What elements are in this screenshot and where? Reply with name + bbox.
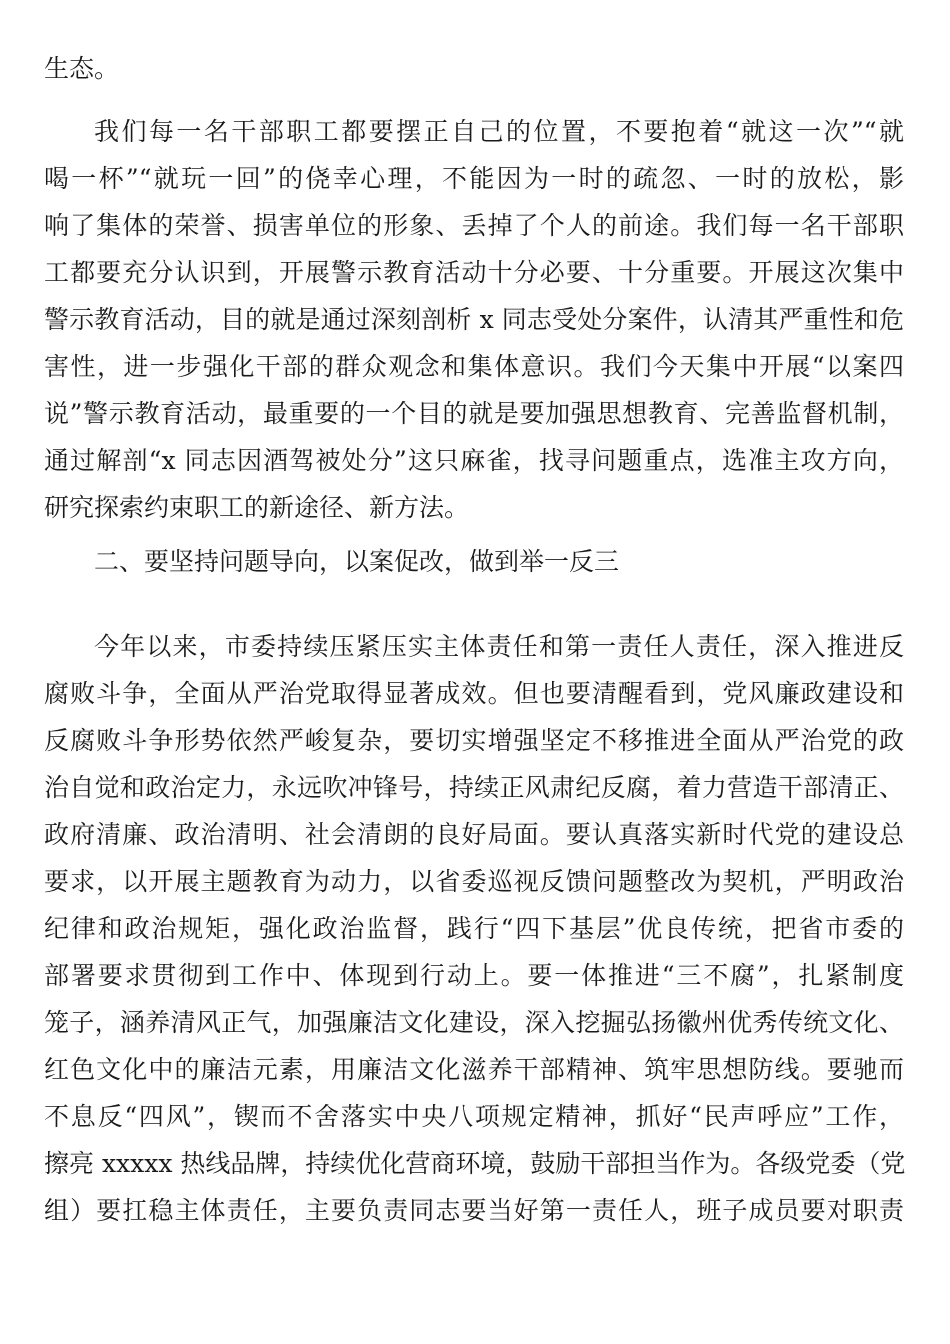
text-line: 喝一杯”“就玩一回”的侥幸心理，不能因为一时的疏忽、一时的放松，影 (44, 164, 904, 193)
text-line: 不息反“四风”，锲而不舍落实中央八项规定精神，抓好“民声呼应”工作， (44, 1102, 904, 1131)
text-line: 通过解剖“x 同志因酒驾被处分”这只麻雀，找寻问题重点，选准主攻方向， (44, 446, 904, 475)
text-line: 政府清廉、政治清明、社会清朗的良好局面。要认真落实新时代党的建设总 (44, 820, 904, 849)
section-heading: 二、要坚持问题导向，以案促改，做到举一反三 (94, 547, 620, 576)
text-line: 反腐败斗争形势依然严峻复杂，要切实增强坚定不移推进全面从严治党的政 (44, 726, 904, 755)
text-line: 腐败斗争，全面从严治党取得显著成效。但也要清醒看到，党风廉政建设和 (44, 679, 904, 708)
text-line: 响了集体的荣誉、损害单位的形象、丢掉了个人的前途。我们每一名干部职 (44, 211, 904, 240)
text-line: 我们每一名干部职工都要摆正自己的位置，不要抱着“就这一次”“就 (94, 117, 904, 146)
text-line: 要求，以开展主题教育为动力，以省委巡视反馈问题整改为契机，严明政治 (44, 867, 904, 896)
text-line: 纪律和政治规矩，强化政治监督，践行“四下基层”优良传统，把省市委的 (44, 914, 904, 943)
text-line: 组）要扛稳主体责任，主要负责同志要当好第一责任人，班子成员要对职责 (44, 1196, 904, 1225)
text-line: 警示教育活动，目的就是通过深刻剖析 x 同志受处分案件，认清其严重性和危 (44, 305, 904, 334)
text-line: 擦亮 xxxxx 热线品牌，持续优化营商环境，鼓励干部担当作为。各级党委（党 (44, 1149, 906, 1178)
text-line: 今年以来，市委持续压紧压实主体责任和第一责任人责任，深入推进反 (94, 632, 904, 661)
text-line: 生态。 (44, 54, 120, 83)
text-line: 害性，进一步强化干部的群众观念和集体意识。我们今天集中开展“以案四 (44, 352, 904, 381)
text-line: 治自觉和政治定力，永远吹冲锋号，持续正风肃纪反腐，着力营造干部清正、 (44, 773, 904, 802)
text-line: 笼子，涵养清风正气，加强廉洁文化建设，深入挖掘弘扬徽州优秀传统文化、 (44, 1008, 904, 1037)
text-line: 工都要充分认识到，开展警示教育活动十分必要、十分重要。开展这次集中 (44, 258, 904, 287)
text-line: 说”警示教育活动，最重要的一个目的就是要加强思想教育、完善监督机制， (44, 399, 904, 428)
text-line: 红色文化中的廉洁元素，用廉洁文化滋养干部精神、筑牢思想防线。要驰而 (44, 1055, 904, 1084)
text-line: 部署要求贯彻到工作中、体现到行动上。要一体推进“三不腐”，扎紧制度 (44, 961, 904, 990)
text-line: 研究探索约束职工的新途径、新方法。 (44, 493, 470, 522)
